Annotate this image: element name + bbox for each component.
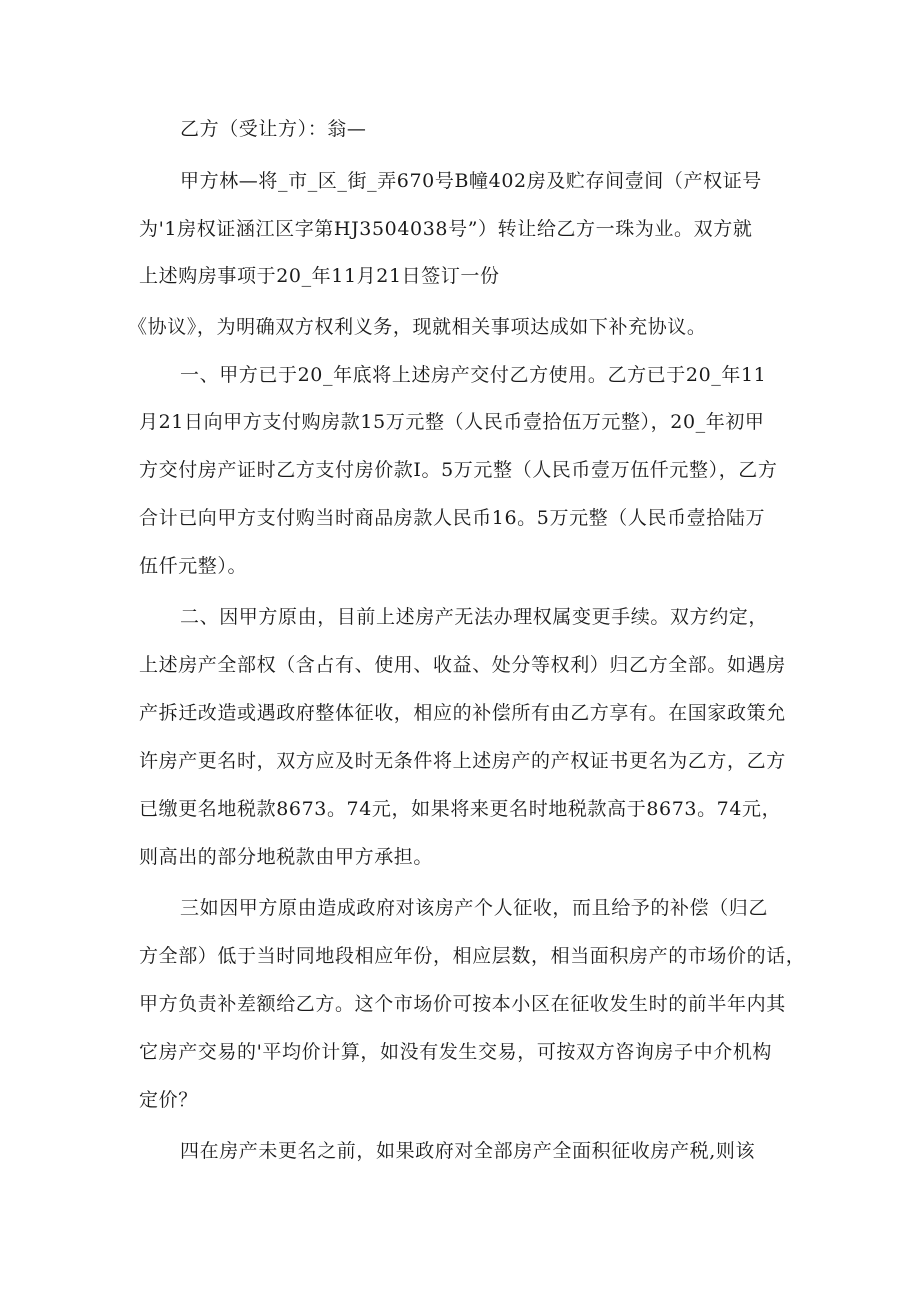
text-line: 伍仟元整）。 xyxy=(139,555,248,577)
text-line: 月21日向甲方支付购房款15万元整（人民币壹拾伍万元整），20_年初甲 xyxy=(139,411,765,433)
text-line: 乙方（受让方）：翁— xyxy=(180,118,367,140)
text-line: 方交付房产证时乙方支付房价款I。5万元整（人民币壹万伍仟元整），乙方 xyxy=(139,459,778,481)
text-line: 二、因甲方原由，目前上述房产无法办理权属变更手续。双方约定， xyxy=(180,606,769,628)
text-line: 产拆迁改造或遇政府整体征收，相应的补偿所有由乙方享有。在国家政策允 xyxy=(139,702,786,724)
text-line: 上述房产全部权（含占有、使用、收益、处分等权利）归乙方全部。如遇房 xyxy=(139,654,786,676)
text-line: 它房产交易的'平均价计算，如没有发生交易，可按双方咨询房子中介机构 xyxy=(139,1041,773,1063)
text-line: 四在房产未更名之前，如果政府对全部房产全面积征收房产税,则该 xyxy=(180,1140,756,1162)
text-line: 方全部）低于当时同地段相应年份，相应层数，相当面积房产的市场价的话， xyxy=(139,945,806,967)
text-line: 则高出的部分地税款由甲方承担。 xyxy=(139,846,434,868)
text-line: 为'1房权证涵江区字第HJ3504038号”）转让给乙方一珠为业。双方就 xyxy=(139,218,753,240)
text-line: 定价？ xyxy=(139,1089,198,1111)
text-line: 三如因甲方原由造成政府对该房产个人征收，而且给予的补偿（归乙 xyxy=(180,897,769,919)
text-line: 已缴更名地税款8673。74元，如果将来更名时地税款高于8673。74元， xyxy=(139,798,782,820)
text-line: 上述购房事项于20_年11月21日签订一份 xyxy=(139,265,500,287)
text-line: 《协议》，为明确双方权利义务，现就相关事项达成如下补充协议。 xyxy=(128,316,707,338)
text-line: 甲方林—将_市_区_街_弄670号B幢402房及贮存间壹间（产权证号 xyxy=(180,170,762,192)
text-line: 合计已向甲方支付购当时商品房款人民币16。5万元整（人民币壹拾陆万 xyxy=(139,507,766,529)
text-line: 一、甲方已于20_年底将上述房产交付乙方使用。乙方已于20_年11 xyxy=(180,364,767,386)
text-line: 甲方负责补差额给乙方。这个市场价可按本小区在征收发生时的前半年内其 xyxy=(139,993,786,1015)
text-line: 许房产更名时，双方应及时无条件将上述房产的产权证书更名为乙方，乙方 xyxy=(139,750,786,772)
